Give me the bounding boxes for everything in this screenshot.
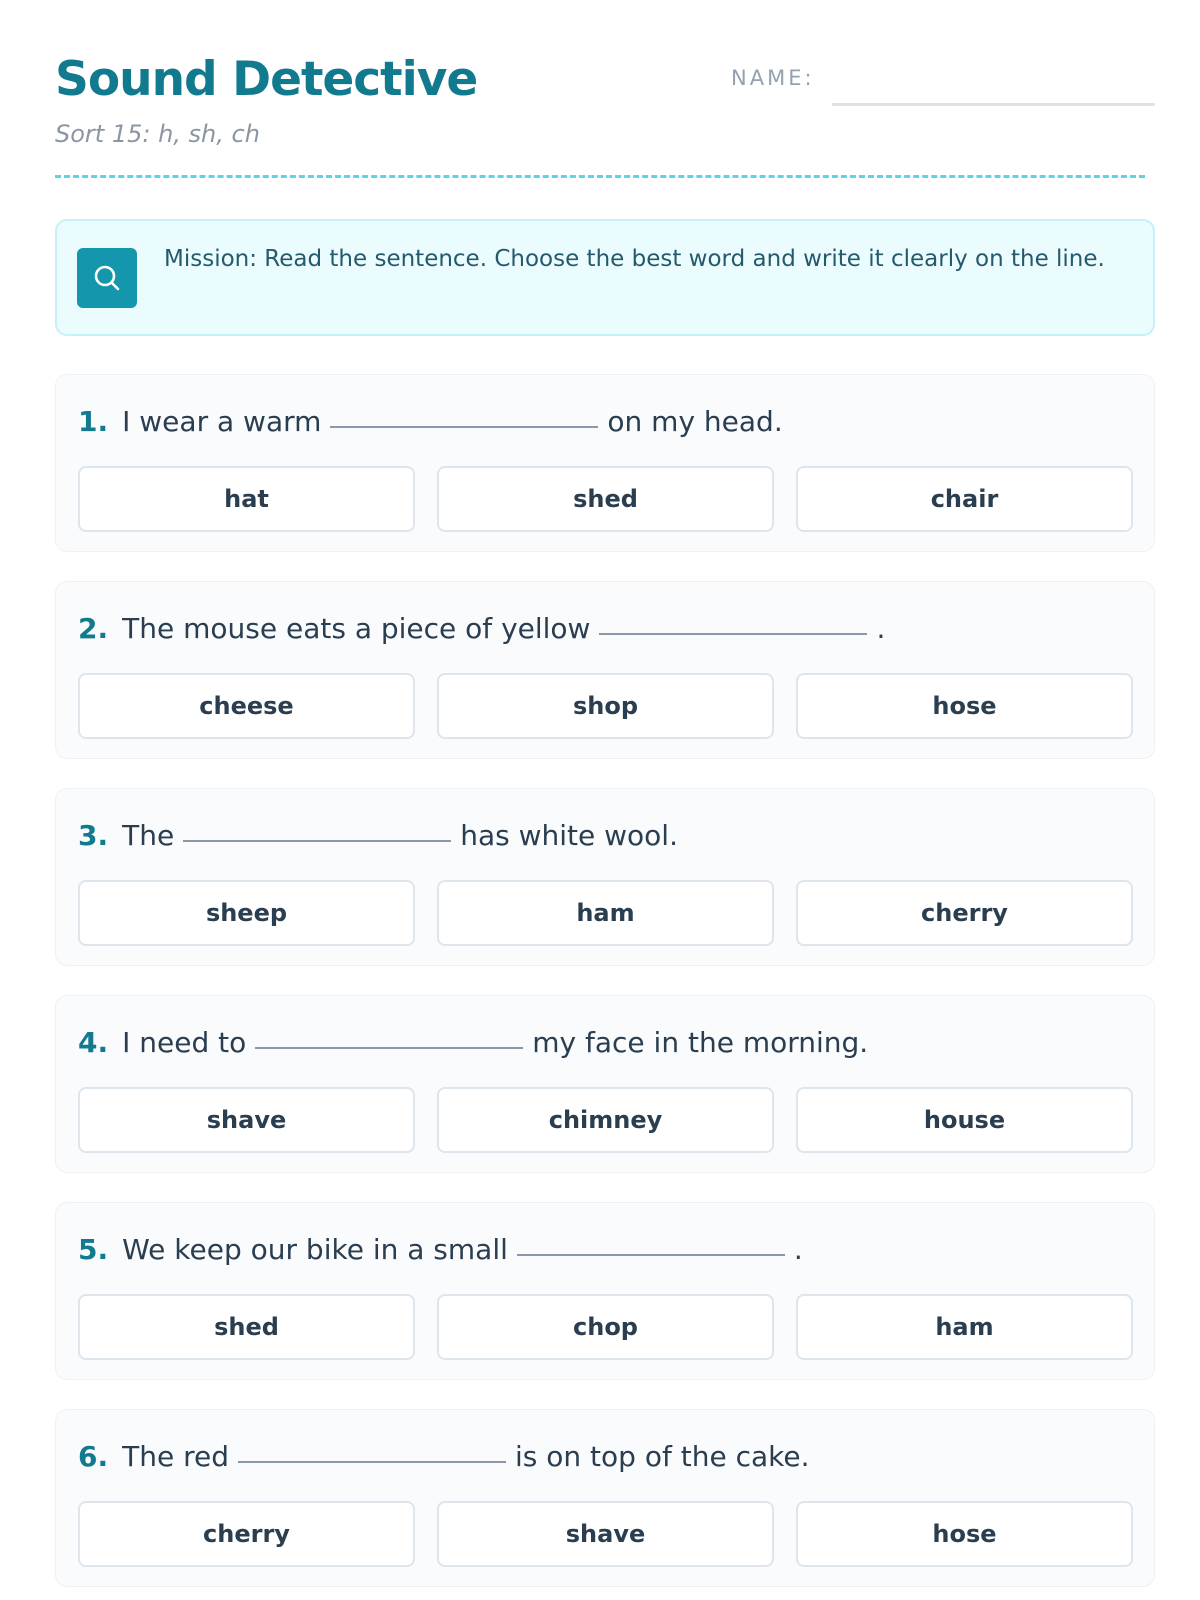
choice-button[interactable]: chimney [437, 1087, 774, 1153]
question-card [55, 788, 1155, 966]
choice-button[interactable]: chop [437, 1294, 774, 1360]
name-label: NAME: [731, 66, 815, 90]
question-card [55, 581, 1155, 759]
choice-button[interactable]: hose [796, 1501, 1133, 1567]
choice-row [78, 1501, 1133, 1567]
choice-button[interactable]: cherry [78, 1501, 415, 1567]
choice-button[interactable]: ham [796, 1294, 1133, 1360]
sentence-start: I wear a warm [122, 405, 322, 438]
sentence-start: I need to [122, 1026, 247, 1059]
answer-blank[interactable] [183, 840, 451, 842]
mission-text: Mission: Read the sentence. Choose the best word and write it clearly on the line. [164, 246, 1105, 272]
question-number: 1. [78, 405, 109, 438]
question-sentence [78, 1231, 803, 1269]
mission-box [55, 219, 1155, 336]
question-number: 2. [78, 612, 109, 645]
sentence-end: has white wool. [460, 819, 678, 852]
choice-button[interactable]: hat [78, 466, 415, 532]
choice-button[interactable]: sheep [78, 880, 415, 946]
sentence-start: The red [122, 1440, 229, 1473]
choice-button[interactable]: chair [796, 466, 1133, 532]
question-sentence [78, 1438, 809, 1476]
question-sentence [78, 403, 783, 441]
question-sentence [78, 817, 678, 855]
answer-blank[interactable] [238, 1461, 506, 1463]
page-title: Sound Detective [55, 52, 478, 107]
answer-blank[interactable] [599, 633, 867, 635]
choice-row [78, 880, 1133, 946]
sentence-start: The mouse eats a piece of yellow [122, 612, 591, 645]
sentence-start: We keep our bike in a small [122, 1233, 508, 1266]
choice-row [78, 1294, 1133, 1360]
choice-row [78, 1087, 1133, 1153]
answer-blank[interactable] [330, 426, 598, 428]
sentence-end: . [876, 612, 886, 645]
question-number: 4. [78, 1026, 109, 1059]
question-number: 6. [78, 1440, 109, 1473]
choice-button[interactable]: shave [437, 1501, 774, 1567]
choice-button[interactable]: ham [437, 880, 774, 946]
sentence-end: my face in the morning. [532, 1026, 869, 1059]
sentence-end: . [793, 1233, 803, 1266]
choice-button[interactable]: shop [437, 673, 774, 739]
choice-button[interactable]: shave [78, 1087, 415, 1153]
choice-button[interactable]: shed [78, 1294, 415, 1360]
choice-button[interactable]: cherry [796, 880, 1133, 946]
choice-button[interactable]: house [796, 1087, 1133, 1153]
question-card [55, 374, 1155, 552]
choice-button[interactable]: shed [437, 466, 774, 532]
name-field[interactable] [832, 103, 1155, 106]
choice-row [78, 466, 1133, 532]
question-card [55, 995, 1155, 1173]
sentence-end: on my head. [607, 405, 783, 438]
question-card [55, 1202, 1155, 1380]
question-sentence [78, 1024, 868, 1062]
choice-button[interactable]: hose [796, 673, 1133, 739]
sentence-start: The [122, 819, 175, 852]
choice-button[interactable]: cheese [78, 673, 415, 739]
question-number: 3. [78, 819, 109, 852]
question-card [55, 1409, 1155, 1587]
page-subtitle: Sort 15: h, sh, ch [55, 120, 260, 148]
worksheet-header [55, 0, 1145, 178]
search-icon [77, 248, 137, 308]
answer-blank[interactable] [255, 1047, 523, 1049]
question-sentence [78, 610, 885, 648]
question-number: 5. [78, 1233, 109, 1266]
choice-row [78, 673, 1133, 739]
sentence-end: is on top of the cake. [515, 1440, 810, 1473]
answer-blank[interactable] [517, 1254, 785, 1256]
